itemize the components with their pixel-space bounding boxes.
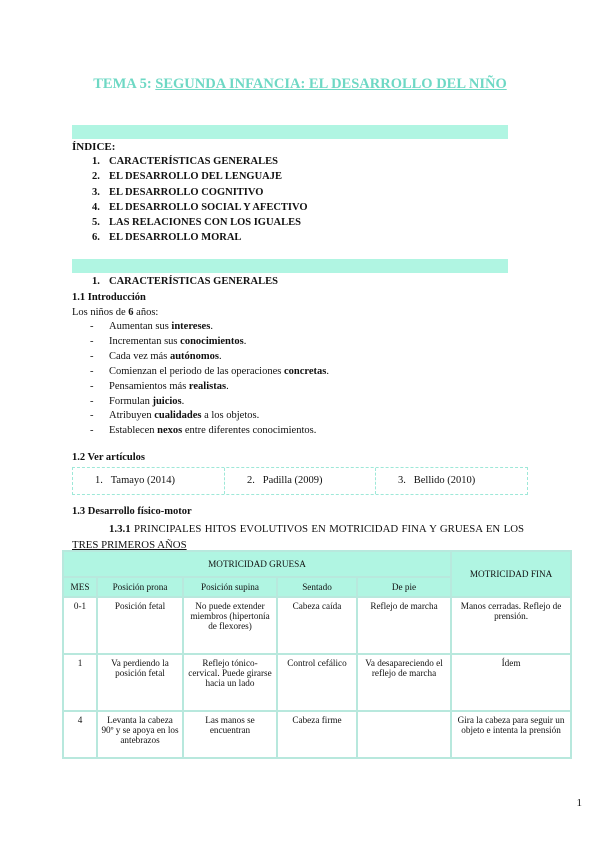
table-row: [63, 654, 571, 711]
highlight-band-top: [72, 125, 508, 139]
header-fine-motor: MOTRICIDAD FINA: [451, 551, 571, 597]
motor-milestones-table: [62, 550, 572, 759]
articles-heading: 1.2 Ver artículos: [72, 452, 146, 463]
reference-divider: [224, 468, 225, 494]
list-item: - Aumentan sus intereses.: [90, 321, 213, 332]
index-heading: ÍNDICE:: [72, 141, 116, 153]
cell-fine-motor: Gira la cabeza para seguir un objeto e intenta la prensión: [451, 711, 571, 758]
cell-prone: Va perdiendo la posición fetal: [97, 654, 183, 711]
title-main: SEGUNDA INFANCIA: EL DESARROLLO DEL NIÑO: [155, 76, 507, 92]
cell-supine: No puede extender miembros (hipertonía de flexores): [183, 597, 277, 654]
cell-standing: Reflejo de marcha: [357, 597, 451, 654]
list-item: - Formulan juicios.: [90, 395, 185, 407]
cell-standing: [357, 711, 451, 758]
list-item: - Establecen nexos entre diferentes conocimientos.: [90, 425, 317, 437]
list-item: - Pensamientos más realistas.: [90, 380, 229, 392]
index-item: 2. EL DESARROLLO DEL LENGUAJE: [92, 171, 283, 183]
intro-lead: Los niños de 6 años:: [72, 307, 159, 318]
cell-prone: Posición fetal: [97, 597, 183, 654]
cell-sitting: Control cefálico: [277, 654, 357, 711]
articles-reference-box: [72, 467, 528, 495]
column-header: MES: [63, 577, 97, 597]
list-item: - Incrementan sus conocimientos.: [90, 335, 247, 347]
table-row: [63, 711, 571, 758]
cell-fine-motor: Ídem: [451, 654, 571, 711]
document-title: [0, 76, 600, 93]
index-item: 1. CARACTERÍSTICAS GENERALES: [92, 156, 278, 167]
column-header: De pie: [357, 577, 451, 597]
cell-month: 4: [63, 711, 97, 758]
header-gross-motor: MOTRICIDAD GRUESA: [63, 551, 451, 577]
index-item: 4. EL DESARROLLO SOCIAL Y AFECTIVO: [92, 201, 308, 213]
highlight-band-section: [72, 259, 508, 273]
list-item: - Atribuyen cualidades a los objetos.: [90, 410, 260, 422]
page-number: 1: [576, 797, 582, 809]
title-prefix: TEMA 5:: [93, 76, 156, 92]
list-item: - Cada vez más autónomos.: [90, 350, 222, 362]
article-link[interactable]: 3. Bellido (2010): [398, 475, 476, 486]
article-link[interactable]: 1. Tamayo (2014): [95, 475, 176, 486]
index-list: [92, 154, 308, 246]
cell-prone: Levanta la cabeza 90º y se apoya en los antebrazos: [97, 711, 183, 758]
column-header: Posición prona: [97, 577, 183, 597]
cell-sitting: Cabeza caída: [277, 597, 357, 654]
list-item: - Comienzan el periodo de las operaciones concretas.: [90, 365, 329, 377]
motor-subheading: 1.3.1 PRINCIPALES HITOS EVOLUTIVOS EN MOTRICIDAD FINA Y GRUESA EN LOS TRES PRIMEROS AÑOS: [72, 523, 524, 551]
section-heading: 1. CARACTERÍSTICAS GENERALES: [92, 276, 278, 287]
cell-sitting: Cabeza firme: [277, 711, 357, 758]
cell-supine: Reflejo tónico-cervical. Puede girarse hacia un lado: [183, 654, 277, 711]
cell-supine: Las manos se encuentran: [183, 711, 277, 758]
intro-heading: 1.1 Introducción: [72, 292, 146, 303]
cell-month: 0-1: [63, 597, 97, 654]
column-header: Sentado: [277, 577, 357, 597]
index-item: 5. LAS RELACIONES CON LOS IGUALES: [92, 217, 301, 229]
cell-month: 1: [63, 654, 97, 711]
cell-standing: Va desapareciendo el reflejo de marcha: [357, 654, 451, 711]
column-header: Posición supina: [183, 577, 277, 597]
motor-heading: 1.3 Desarrollo físico-motor: [72, 506, 192, 517]
intro-bullets: [90, 320, 329, 439]
index-item: 3. EL DESARROLLO COGNITIVO: [92, 186, 264, 198]
table-row: [63, 597, 571, 654]
index-item: 6. EL DESARROLLO MORAL: [92, 232, 242, 244]
cell-fine-motor: Manos cerradas. Reflejo de prensión.: [451, 597, 571, 654]
reference-divider: [375, 468, 376, 494]
article-link[interactable]: 2. Padilla (2009): [247, 475, 323, 486]
